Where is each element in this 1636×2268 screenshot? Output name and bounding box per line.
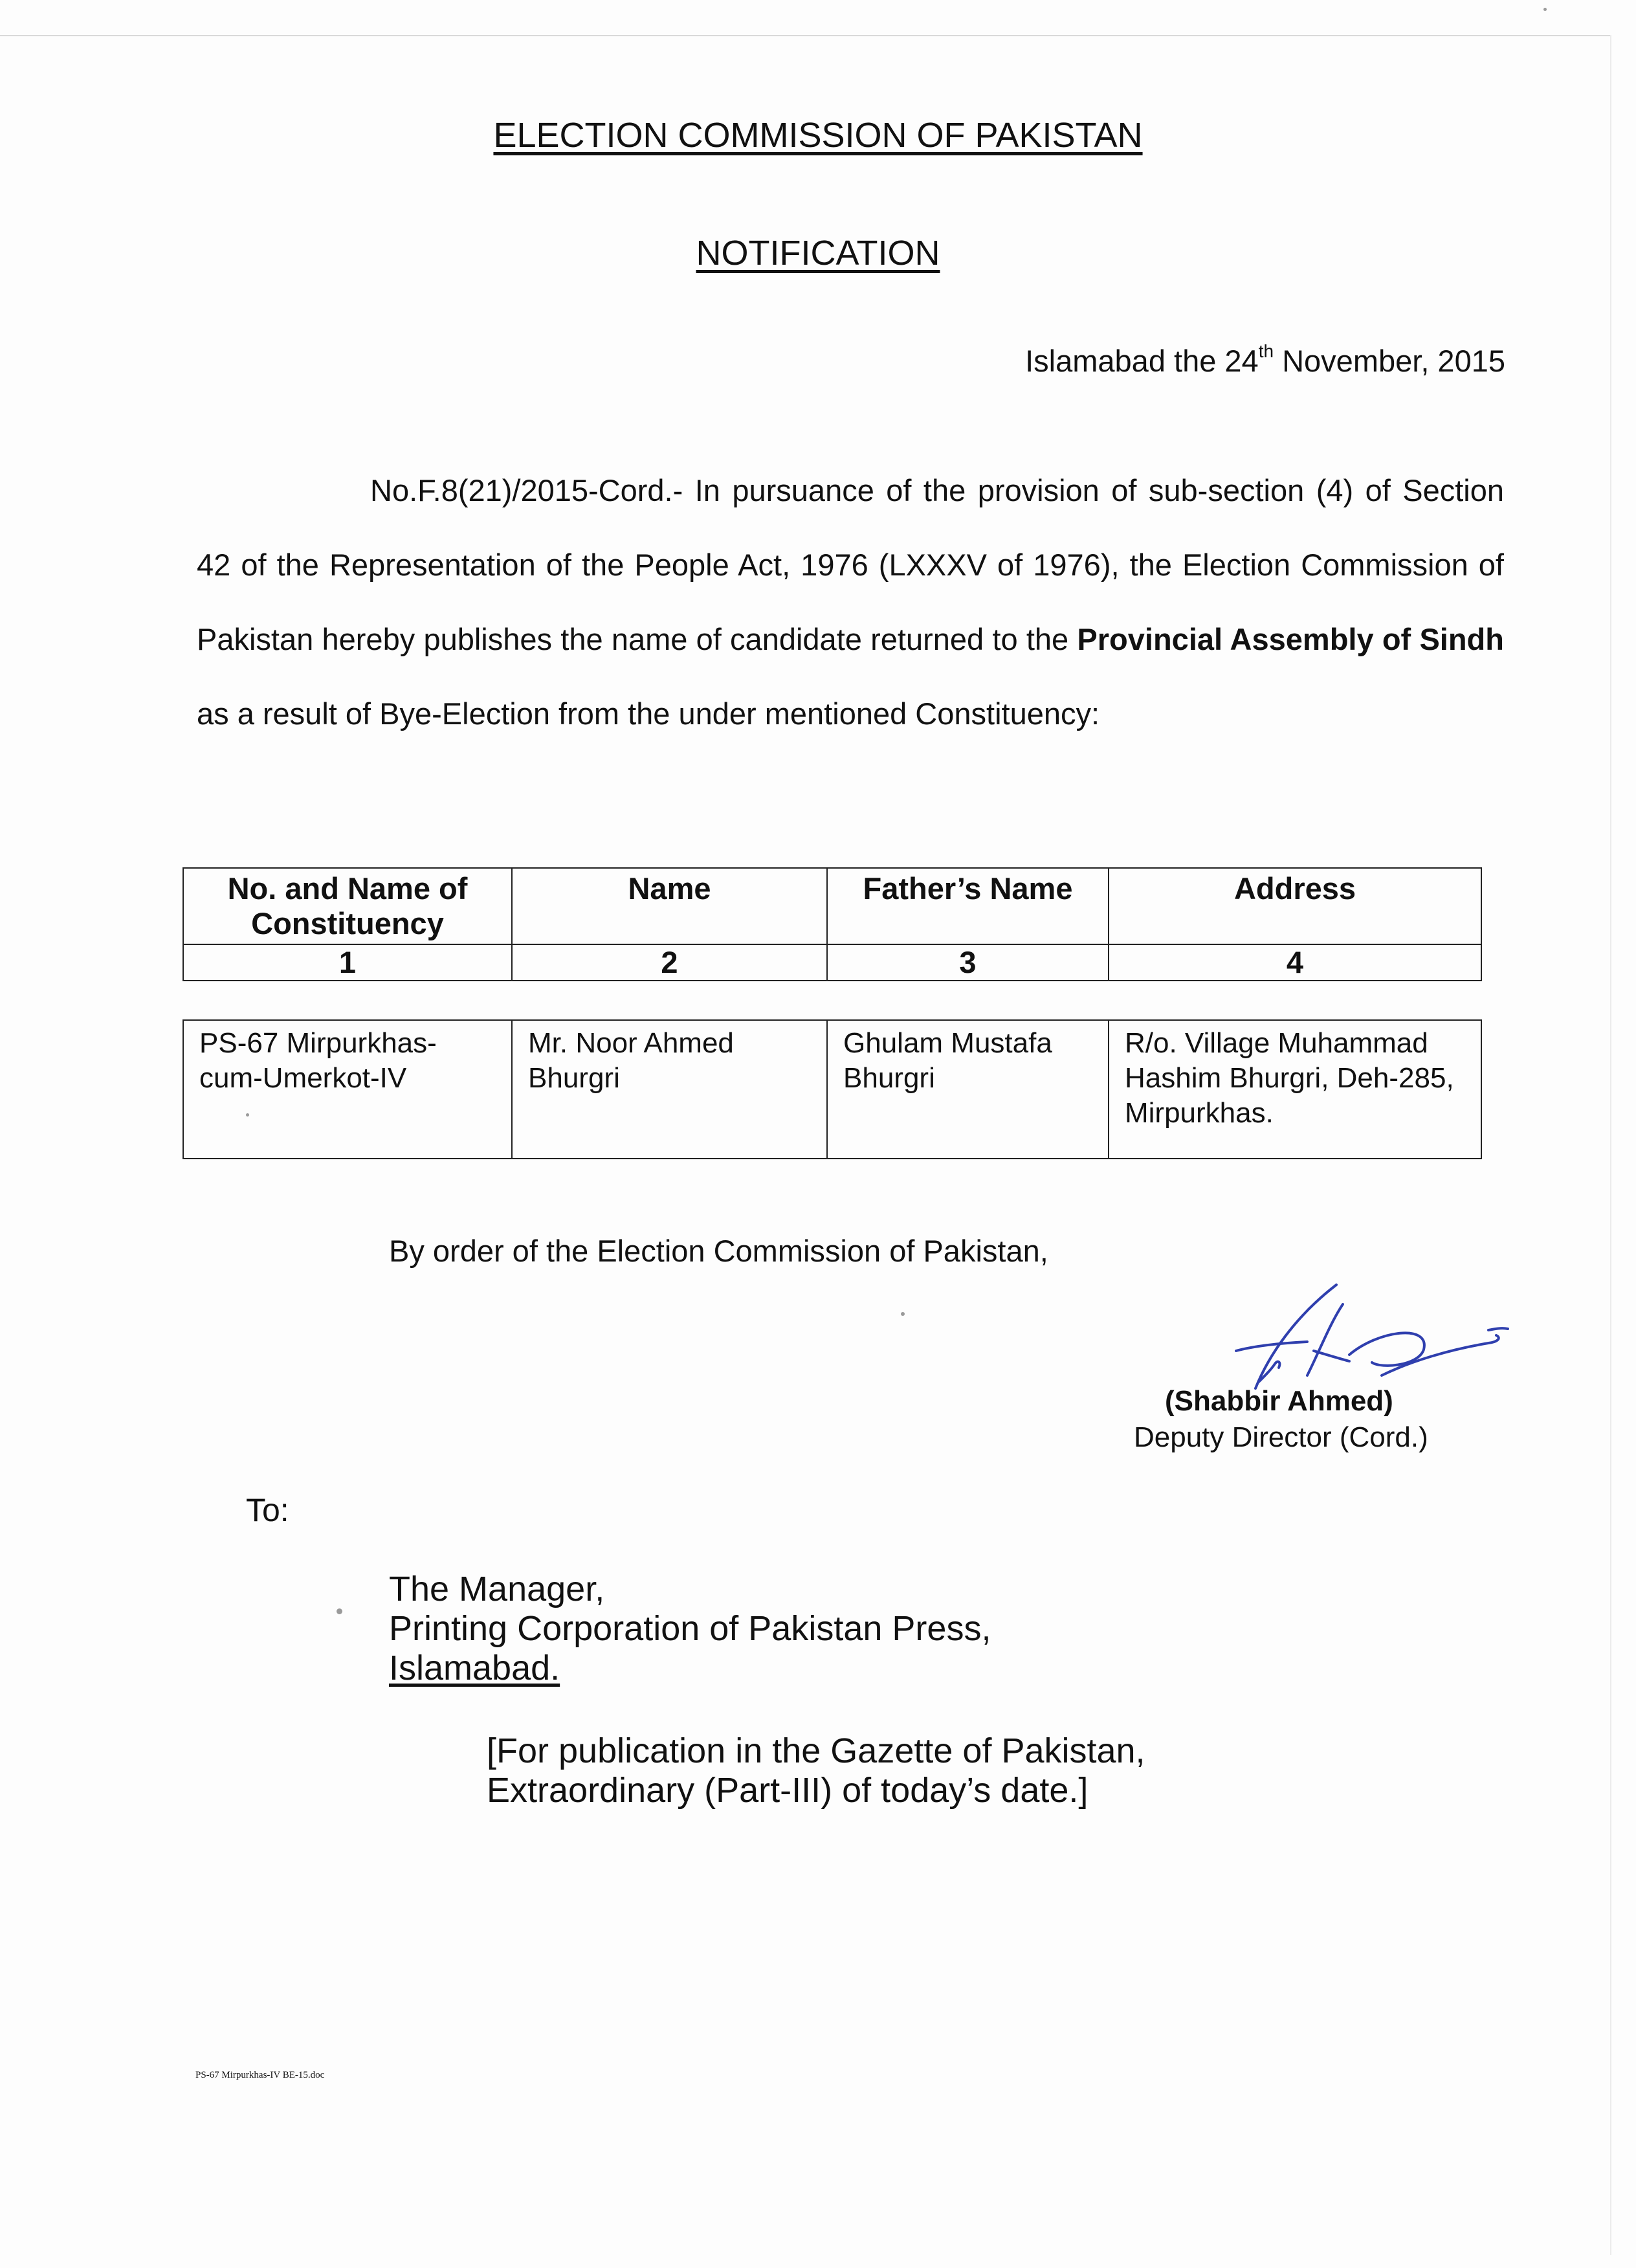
body-text-part1: No.F.8(21)/2015-Cord.- In pursuance of the provision of sub-section (4) of Section 42 of the Representation of the People Act, 1976 (LXXXV of 1976), the Election Commission of Pakistan hereby publishes the name of candidate returned to the (197, 473, 1504, 656)
cell-candidate-name: Mr. Noor Ahmed Bhurgri (512, 1020, 827, 1159)
notification-body (197, 453, 1504, 751)
order-line: By order of the Election Commission of Pakistan, (389, 1234, 1048, 1268)
table-row (183, 1020, 1481, 1159)
body-text-bold: Provincial Assembly of Sindh (1077, 622, 1504, 656)
publication-line-1: [For publication in the Gazette of Pakistan, (487, 1731, 1145, 1770)
date-ordinal: th (1258, 341, 1274, 361)
column-number-4: 4 (1109, 944, 1481, 981)
header-name: Name (512, 868, 827, 944)
scan-edge-top (0, 35, 1611, 36)
header-father-name: Father’s Name (827, 868, 1109, 944)
handwritten-signature (1217, 1278, 1514, 1395)
signatory-name: (Shabbir Ahmed) (1165, 1385, 1393, 1417)
column-number-3: 3 (827, 944, 1109, 981)
notification-heading: NOTIFICATION (696, 234, 940, 272)
cell-address: R/o. Village Muhammad Hashim Bhurgri, Deh-285, Mirpurkhas. (1109, 1020, 1481, 1159)
results-table-header (182, 867, 1482, 981)
scan-speck (337, 1608, 342, 1614)
date-line (1025, 343, 1505, 379)
signatory-title: Deputy Director (Cord.) (1134, 1421, 1428, 1453)
scan-speck (246, 1113, 249, 1117)
to-label: To: (246, 1492, 289, 1528)
scan-edge-right (1610, 35, 1611, 2255)
header-constituency: No. and Name of Constituency (183, 868, 512, 944)
addressee-block (389, 1570, 991, 1688)
commission-heading: ELECTION COMMISSION OF PAKISTAN (493, 116, 1143, 155)
column-number-1: 1 (183, 944, 512, 981)
results-table-body (182, 1019, 1482, 1159)
addressee-line-3: Islamabad. (389, 1649, 560, 1687)
addressee-line-2: Printing Corporation of Pakistan Press, (389, 1609, 991, 1648)
publication-note (487, 1731, 1145, 1810)
column-number-2: 2 (512, 944, 827, 981)
cell-father-name: Ghulam Mustafa Bhurgri (827, 1020, 1109, 1159)
date-suffix: November, 2015 (1274, 344, 1505, 378)
publication-line-2: Extraordinary (Part-III) of today’s date.] (487, 1771, 1089, 1810)
cell-constituency: PS-67 Mirpurkhas-cum-Umerkot-IV (183, 1020, 512, 1159)
date-prefix: Islamabad the 24 (1025, 344, 1259, 378)
scan-speck (1543, 8, 1547, 11)
body-text-part2: as a result of Bye-Election from the under mentioned Constituency: (197, 696, 1100, 731)
footer-filename: PS-67 Mirpurkhas-IV BE-15.doc (195, 2070, 325, 2080)
addressee-line-1: The Manager, (389, 1570, 605, 1608)
scan-speck (901, 1312, 905, 1316)
header-address: Address (1109, 868, 1481, 944)
